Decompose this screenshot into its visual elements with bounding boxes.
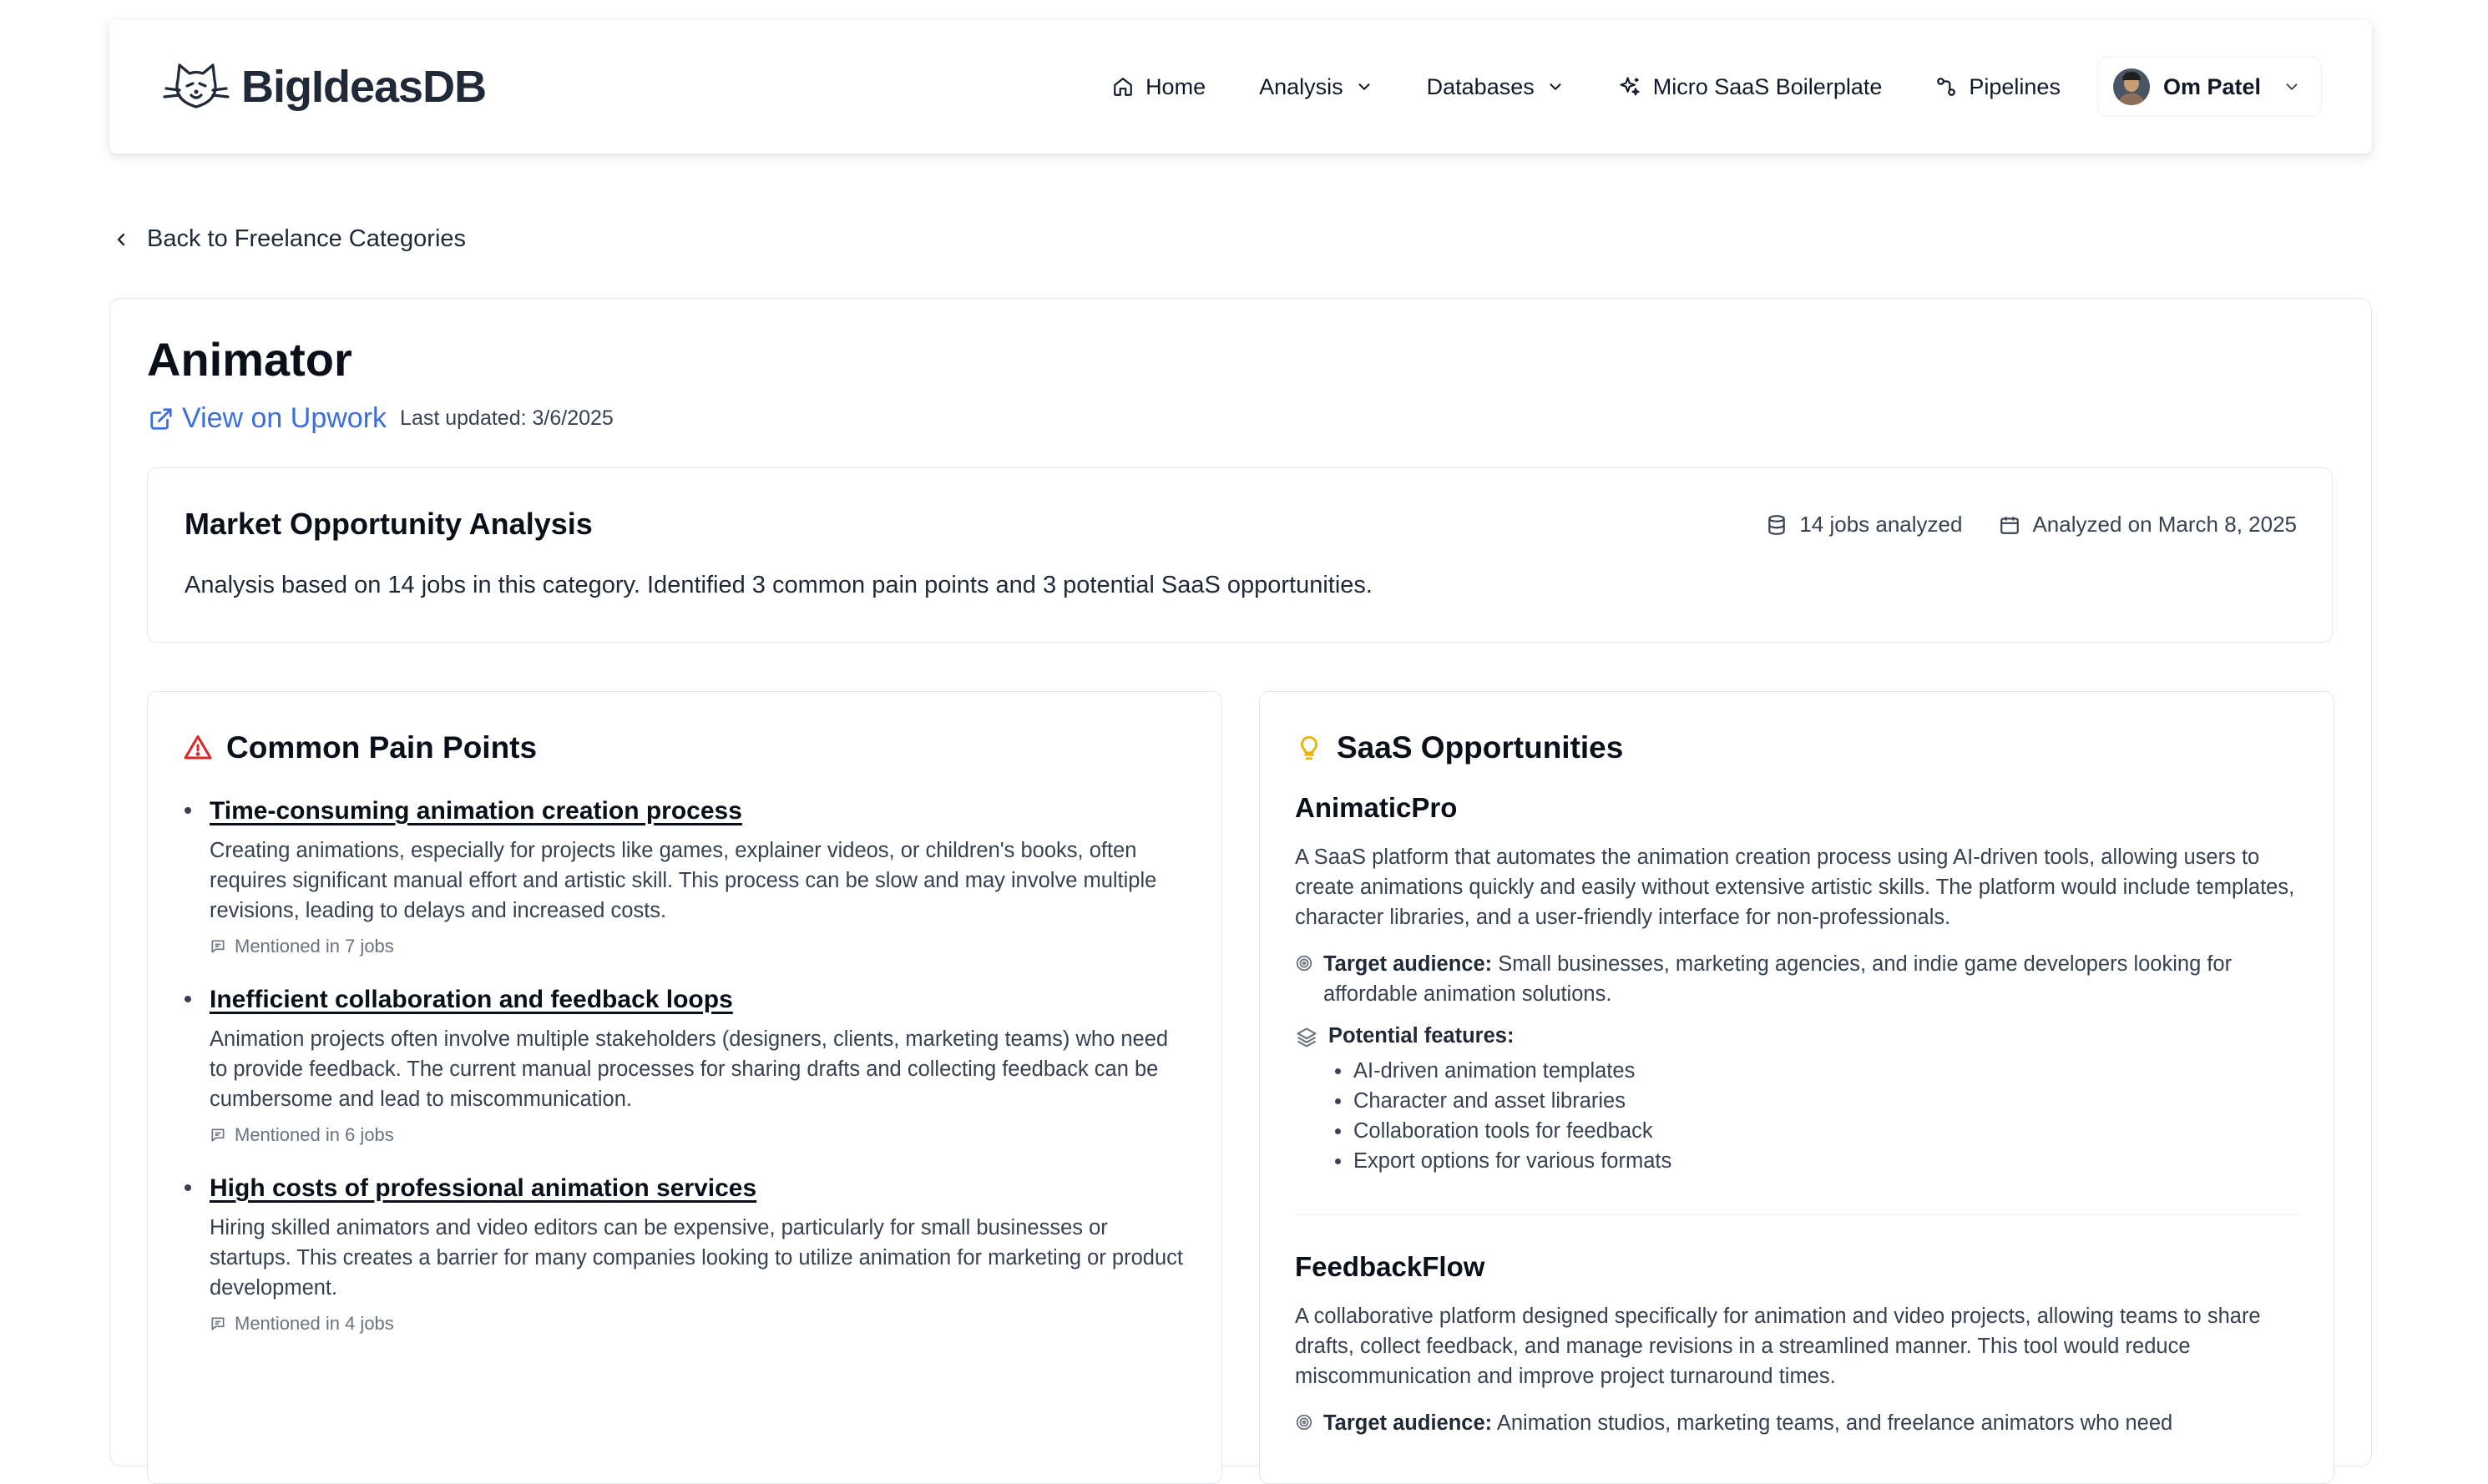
nav-pipelines[interactable] — [1935, 57, 2061, 117]
target-audience-label: Target audience: — [1323, 1411, 1493, 1435]
pain-point-description: Hiring skilled animators and video editors can be expensive, particularly for small businesses or startups. This creates a barrier for many companies looking to utilize animation for marketing or product development. — [210, 1216, 1183, 1300]
potential-features — [1295, 1021, 2305, 1051]
avatar — [2113, 68, 2150, 105]
lightbulb-icon — [1295, 733, 1323, 763]
analysis-summary: Analysis based on 14 jobs in this category. Identified 3 common pain points and 3 potential SaaS opportunities. — [185, 572, 1373, 598]
nav-pipelines-label: Pipelines — [1969, 73, 2061, 99]
back-to-categories-link[interactable] — [114, 225, 466, 253]
target-icon — [1295, 954, 1313, 972]
back-link-label: Back to Freelance Categories — [147, 225, 467, 252]
list-item — [185, 794, 1186, 957]
view-on-upwork-link[interactable] — [149, 402, 387, 435]
opportunity-description: A collaborative platform designed specifically for animation and video projects, allowing teams to share drafts, collect feedback, and manage revisions in a streamlined manner. This tool would reduce miscommunication and improve project turnaround times. — [1295, 1305, 2261, 1388]
opportunity-card — [1295, 792, 2305, 1176]
calendar-icon — [1999, 514, 2020, 536]
sparkles-icon — [1618, 75, 1641, 98]
feature-item: Export options for various formats — [1335, 1146, 2305, 1176]
user-name: Om Patel — [2162, 73, 2261, 99]
opportunity-name: AnimaticPro — [1295, 792, 1458, 823]
top-navbar — [109, 20, 2372, 154]
cat-logo-icon — [159, 58, 233, 115]
analyzed-on — [1999, 512, 2297, 538]
pain-point-description: Animation projects often involve multiple stakeholders (designers, clients, marketing teams) who need to provide feedback. The current manual processes for sharing drafts and collecting feedback can be cumbersome and lead to miscommunication. — [210, 1027, 1169, 1111]
pain-points-heading — [183, 730, 537, 765]
feature-item: Character and asset libraries — [1335, 1086, 2305, 1116]
nav-micro-saas-label: Micro SaaS Boilerplate — [1652, 73, 1883, 99]
brand[interactable] — [159, 58, 486, 115]
pain-points-panel — [147, 691, 1222, 1484]
database-icon — [1766, 514, 1788, 536]
pain-point-mentions — [210, 1313, 1186, 1335]
pain-point-mentions — [210, 1124, 1186, 1146]
saas-opportunities-panel — [1259, 691, 2334, 1484]
last-updated: Last updated: 3/6/2025 — [400, 406, 614, 430]
list-item — [185, 1171, 1186, 1335]
pain-points-heading-label: Common Pain Points — [226, 730, 538, 765]
upwork-link-label: View on Upwork — [182, 402, 387, 434]
upwork-row — [149, 402, 614, 435]
features-list — [1335, 1056, 2305, 1176]
pain-point-mentions-label: Mentioned in 6 jobs — [235, 1124, 394, 1145]
message-icon — [210, 1127, 226, 1143]
pain-point-title[interactable]: Time-consuming animation creation process — [210, 797, 742, 825]
saas-heading-label: SaaS Opportunities — [1337, 730, 1624, 765]
opportunity-description: A SaaS platform that automates the animation creation process using AI-driven tools, allowing users to create animations quickly and easily without extensive artistic skills. The platform would include templates, character libraries, and a user-friendly interface for non-professionals. — [1295, 845, 2295, 929]
opportunity-name: FeedbackFlow — [1295, 1251, 1485, 1282]
nav-home[interactable] — [1112, 57, 1206, 117]
pain-points-list — [185, 794, 1186, 1360]
pain-point-description: Creating animations, especially for projects like games, explainer videos, or children's books, often requires significant manual effort and artistic skill. This process can be slow and may involve multiple revisions, leading to delays and increased costs. — [210, 839, 1157, 922]
target-audience — [1295, 949, 2305, 1009]
analysis-meta — [1729, 512, 2297, 538]
user-menu[interactable] — [2097, 57, 2322, 117]
pain-point-mentions — [210, 936, 1186, 957]
pain-point-title[interactable]: High costs of professional animation services — [210, 1174, 757, 1202]
chevron-down-icon — [2283, 78, 2301, 96]
opportunity-card — [1295, 1251, 2305, 1438]
pain-point-mentions-label: Mentioned in 4 jobs — [235, 1313, 394, 1334]
page-title: Animator — [147, 333, 352, 386]
feature-item: AI-driven animation templates — [1335, 1056, 2305, 1086]
nav-micro-saas-boilerplate[interactable] — [1618, 57, 1883, 117]
message-icon — [210, 1315, 226, 1332]
target-audience-value: Small businesses, marketing agencies, and indie game developers looking for affordable animation solutions. — [1323, 952, 2233, 1006]
list-item — [185, 982, 1186, 1146]
brand-name: BigIdeasDB — [241, 62, 487, 112]
nav-analysis[interactable] — [1259, 57, 1373, 117]
chevron-left-icon — [114, 230, 129, 249]
target-audience — [1295, 1408, 2305, 1438]
feature-item: Collaboration tools for feedback — [1335, 1116, 2305, 1146]
divider — [1295, 1214, 2300, 1215]
jobs-analyzed-label: 14 jobs analyzed — [1799, 512, 1963, 537]
target-icon — [1295, 1413, 1313, 1431]
pain-point-mentions-label: Mentioned in 7 jobs — [235, 936, 394, 957]
jobs-analyzed — [1766, 512, 1962, 538]
potential-features-label: Potential features: — [1328, 1024, 1515, 1047]
target-audience-value: Animation studios, marketing teams, and freelance animators who need — [1496, 1411, 2173, 1435]
pain-point-title[interactable]: Inefficient collaboration and feedback loops — [210, 986, 733, 1013]
market-analysis-box — [147, 467, 2333, 643]
target-audience-label: Target audience: — [1323, 952, 1493, 976]
analyzed-on-label: Analyzed on March 8, 2025 — [2032, 512, 2297, 537]
layers-icon — [1295, 1026, 1318, 1049]
pipeline-icon — [1935, 76, 1957, 98]
home-icon — [1112, 76, 1134, 98]
chevron-down-icon — [1546, 78, 1565, 96]
external-link-icon — [149, 406, 174, 432]
nav-databases-label: Databases — [1426, 73, 1535, 99]
saas-opportunities-heading — [1295, 730, 1623, 765]
chevron-down-icon — [1355, 78, 1373, 96]
nav-home-label: Home — [1145, 73, 1206, 99]
nav-analysis-label: Analysis — [1259, 73, 1343, 99]
nav-databases[interactable] — [1427, 57, 1565, 117]
message-icon — [210, 938, 226, 955]
nav-menu — [1059, 57, 2322, 117]
warning-triangle-icon — [183, 733, 213, 763]
analysis-title: Market Opportunity Analysis — [185, 507, 593, 541]
